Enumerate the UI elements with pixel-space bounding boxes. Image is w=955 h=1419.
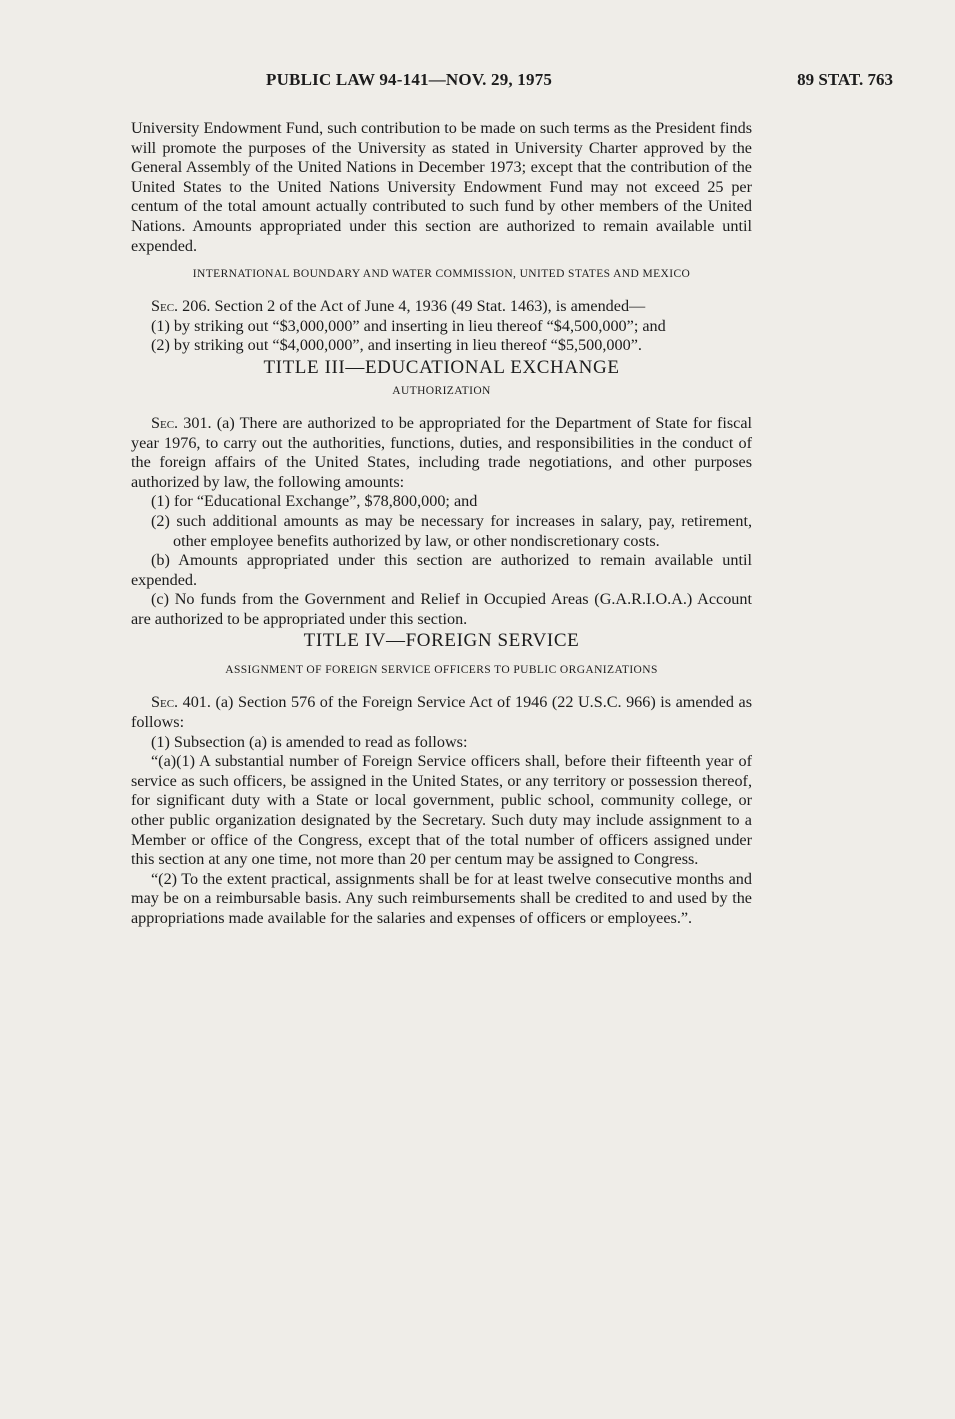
sec401-paragraph-a (131, 693, 752, 732)
sec301-paragraph-b: (b) Amounts appropriated under this section are authorized to remain available until expended. (131, 551, 752, 589)
statute-page-number: 89 STAT. 763 (797, 70, 893, 89)
sec401-item-1: (1) Subsection (a) is amended to read as follows: (151, 732, 468, 751)
sec301-paragraph-c: (c) No funds from the Government and Relief in Occupied Areas (G.A.R.I.O.A.) Account are authorized to be appropriated under this section. (131, 590, 752, 628)
intro-paragraph: University Endowment Fund, such contribution to be made on such terms as the President finds will promote the purposes of the University as stated in University Charter approved by the General Assembly of the United Nations in December 1973; except that the contribution of the United States to the United Nations University Endowment Fund may not exceed 25 per centum of the total amount actually contributed to such fund by other members of the United Nations. Amounts appropriated under this section are authorized to remain available until expended. (131, 119, 752, 255)
sec401-quote-a1: “(a)(1) A substantial number of Foreign Service officers shall, before their fifteenth year of service as such officers, be assigned in the United States, or any territory or possession thereof, for significant duty with a State or local government, public school, community college, or other public organization designated by the Secretary. Such duty may include assignment to a Member or office of the Congress, except that of the total number of officers assigned under this section at any one time, not more than 20 per centum may be assigned to Congress. (131, 752, 752, 869)
sec301-item-1: (1) for “Educational Exchange”, $78,800,000; and (151, 492, 478, 511)
sec301-label: Sec. 301. (151, 413, 212, 432)
sec401-quote-a2: “(2) To the extent practical, assignments shall be for at least twelve consecutive months and may be on a reimbursable basis. Any such reimbursements shall be credited to and used by the appropriations made available for the salaries and expenses of officers or employees.”. (131, 869, 752, 927)
document-body (131, 119, 752, 929)
sec206-text: Section 2 of the Act of June 4, 1936 (49 Stat. 1463), is amended— (214, 297, 646, 316)
title-iii-heading: TITLE III—EDUCATIONAL EXCHANGE (263, 356, 620, 378)
title-iv-subheading: ASSIGNMENT OF FOREIGN SERVICE OFFICERS TO PUBLIC ORGANIZATIONS (225, 664, 658, 677)
sec206-heading: INTERNATIONAL BOUNDARY AND WATER COMMISSION, UNITED STATES AND MEXICO (192, 268, 691, 281)
sec206-item-2: (2) by striking out “$4,000,000”, and inserting in lieu thereof “$5,500,000”. (151, 336, 642, 355)
sec206-item-1: (1) by striking out “$3,000,000” and inserting in lieu thereof “$4,500,000”; and (151, 316, 666, 335)
sec206-label: Sec. 206. (151, 297, 211, 316)
sec301-text-a: (a) There are authorized to be appropriated for the Department of State for fiscal year 1976, to carry out the authorities, functions, duties, and responsibilities in the conduct of the foreign affairs of the United States, including trade negotiations, and other purposes authorized by law, the following amounts: (131, 413, 753, 491)
sec206-paragraph (131, 297, 752, 317)
header-title: PUBLIC LAW 94-141—NOV. 29, 1975 (266, 70, 553, 89)
sec301-paragraph-a (131, 414, 752, 492)
title-iv-heading: TITLE IV—FOREIGN SERVICE (303, 630, 580, 652)
sec401-text-a: (a) Section 576 of the Foreign Service Act of 1946 (22 U.S.C. 966) is amended as follows: (131, 693, 753, 732)
page-header (0, 70, 955, 94)
sec401-label: Sec. 401. (151, 693, 211, 712)
title-iii-subheading: AUTHORIZATION (392, 384, 491, 397)
sec301-item-2: (2) such additional amounts as may be necessary for increases in salary, pay, retirement, other employee benefits authorized by law, or other nondiscretionary costs. (151, 511, 752, 550)
